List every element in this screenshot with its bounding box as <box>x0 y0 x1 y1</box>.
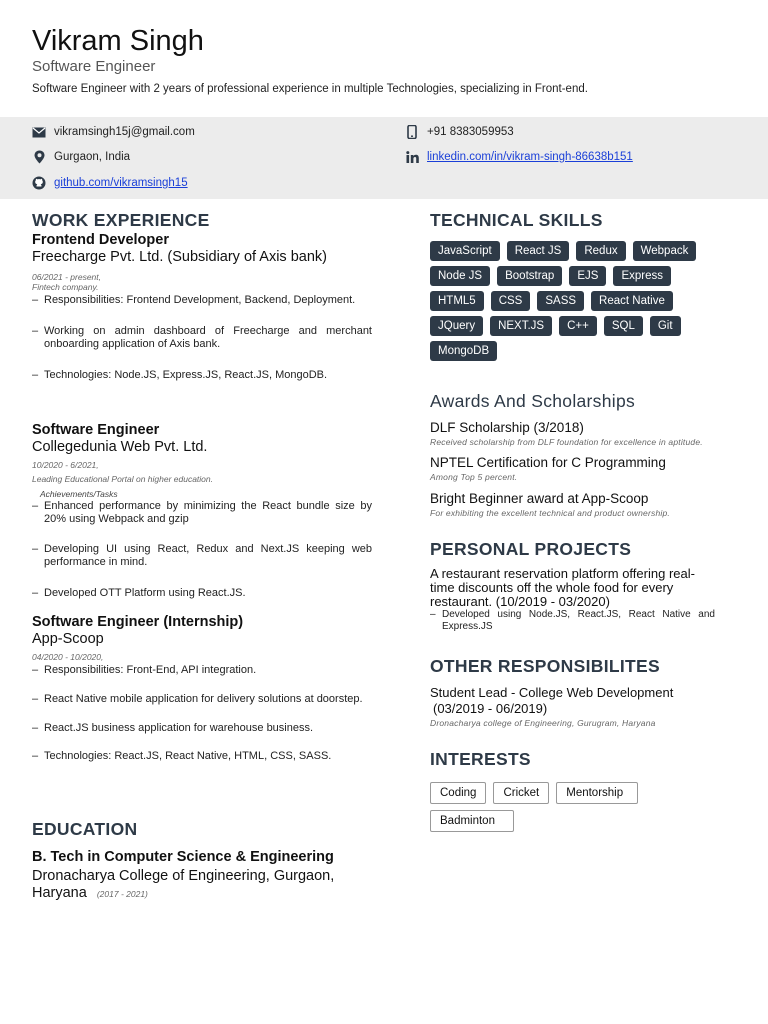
job-company: Freecharge Pvt. Ltd. (Subsidiary of Axis bank) <box>32 249 327 265</box>
job-bullet: – Developing UI using React, Redux and Next.JS keeping web performance in mind. <box>32 543 372 569</box>
skill-chip: Redux <box>576 241 625 261</box>
interest-tag: Coding <box>430 782 486 804</box>
skill-chip: JQuery <box>430 316 483 336</box>
job-bullet: – Responsibilities: Front-End, API integration. <box>32 664 372 677</box>
award-name: Bright Beginner award at App-Scoop <box>430 491 649 506</box>
job-date: 10/2020 - 6/2021, <box>32 460 99 470</box>
job-bullet: – Responsibilities: Frontend Development, Backend, Deployment. <box>32 294 372 307</box>
resume-header <box>32 24 732 97</box>
linkedin-link[interactable]: linkedin.com/in/vikram-singh-86638b151 <box>427 151 633 163</box>
job-entry <box>32 422 372 600</box>
skill-chip: Git <box>650 316 681 336</box>
job-company: Collegedunia Web Pvt. Ltd. <box>32 439 208 455</box>
skill-chip: C++ <box>559 316 597 336</box>
job-bullet: – React.JS business application for warehouse business. <box>32 722 372 735</box>
skill-chip: SQL <box>604 316 643 336</box>
award-description: Among Top 5 percent. <box>430 472 518 482</box>
personal-projects-heading: PERSONAL PROJECTS <box>430 539 632 559</box>
skill-chip: React JS <box>507 241 570 261</box>
skill-chip: Bootstrap <box>497 266 562 286</box>
job-role: Software Engineer (Internship) <box>32 614 244 630</box>
location-pin-icon <box>32 150 46 164</box>
contact-linkedin <box>405 149 633 165</box>
award-name: NPTEL Certification for C Programming <box>430 455 666 470</box>
candidate-title: Software Engineer <box>32 58 156 75</box>
responsibility-dates: (03/2019 - 06/2019) <box>433 701 548 716</box>
award-item <box>430 455 730 483</box>
responsibility-role: Student Lead - College Web Development <box>430 685 674 700</box>
github-icon <box>32 176 46 190</box>
interests-heading: INTERESTS <box>430 749 531 769</box>
job-description: Leading Educational Portal on higher education. <box>32 474 213 484</box>
linkedin-icon <box>405 150 419 164</box>
skill-chip: EJS <box>569 266 606 286</box>
job-company: App-Scoop <box>32 631 104 647</box>
skill-chip: Node JS <box>430 266 490 286</box>
education-section <box>32 819 372 902</box>
responsibility-org: Dronacharya college of Engineering, Gurugram, Haryana <box>430 718 656 728</box>
job-bullet: – Developed OTT Platform using React.JS. <box>32 587 372 600</box>
achievements-label: Achievements/Tasks <box>40 489 118 499</box>
other-responsibilities-heading: OTHER RESPONSIBILITES <box>430 656 660 676</box>
job-bullet: – Enhanced performance by minimizing the React bundle size by 20% using Webpack and gzip <box>32 500 372 526</box>
project-bullet: – Developed using Node.JS, React.JS, React Native and Express.JS <box>430 609 715 633</box>
skill-chip: Webpack <box>633 241 697 261</box>
phone-text: +91 8383059953 <box>427 126 514 138</box>
location-text: Gurgaon, India <box>54 151 131 163</box>
right-column <box>430 210 730 832</box>
interest-tag: Cricket <box>493 782 549 804</box>
skill-chip: Express <box>613 266 671 286</box>
job-bullet: – Technologies: Node.JS, Express.JS, React.JS, MongoDB. <box>32 369 372 382</box>
award-description: Received scholarship from DLF foundation for excellence in aptitude. <box>430 437 703 447</box>
job-bullet: – React Native mobile application for delivery solutions at doorstep. <box>32 693 372 706</box>
skill-chip: React Native <box>591 291 673 311</box>
job-entry <box>32 232 372 382</box>
award-item <box>430 491 730 519</box>
phone-icon <box>405 125 419 139</box>
college: Dronacharya College of Engineering, Gurgaon, <box>32 868 335 884</box>
contact-location <box>32 149 130 165</box>
job-description: Fintech company. <box>32 282 99 292</box>
skills-list <box>430 241 710 361</box>
summary-text: Software Engineer with 2 years of professional experience in multiple Technologies, specializing in Front-end. <box>32 83 588 95</box>
job-role: Software Engineer <box>32 422 160 438</box>
interest-tag: Badminton <box>430 810 514 832</box>
education-heading: EDUCATION <box>32 819 138 839</box>
email-text: vikramsingh15j@gmail.com <box>54 126 195 138</box>
skill-chip: CSS <box>491 291 531 311</box>
skill-chip: NEXT.JS <box>490 316 552 336</box>
college-state: Haryana <box>32 885 87 901</box>
technical-skills-heading: TECHNICAL SKILLS <box>430 210 603 230</box>
github-link[interactable]: github.com/vikramsingh15 <box>54 177 188 189</box>
skill-chip: SASS <box>537 291 584 311</box>
left-column <box>32 210 372 902</box>
envelope-icon <box>32 125 46 139</box>
degree: B. Tech in Computer Science & Engineering <box>32 849 334 865</box>
skill-chip: HTML5 <box>430 291 484 311</box>
candidate-name: Vikram Singh <box>32 25 204 57</box>
skill-chip: MongoDB <box>430 341 497 361</box>
interest-tag: Mentorship <box>556 782 638 804</box>
awards-heading: Awards And Scholarships <box>430 391 636 411</box>
job-entry <box>32 614 372 763</box>
interests-list <box>430 782 660 832</box>
contact-email <box>32 124 195 140</box>
award-name: DLF Scholarship (3/2018) <box>430 420 584 435</box>
contact-phone <box>405 124 514 140</box>
project-description: A restaurant reservation platform offering real-time discounts off the whole food for every restaurant. (10/2019 - 03/2020) <box>430 566 695 609</box>
award-item <box>430 420 730 448</box>
job-date: 04/2020 - 10/2020, <box>32 652 104 662</box>
skill-chip: JavaScript <box>430 241 500 261</box>
education-years: (2017 - 2021) <box>96 889 148 899</box>
college-state-line <box>32 885 372 902</box>
job-role: Frontend Developer <box>32 232 169 248</box>
job-bullet: – Working on admin dashboard of Freecharge and merchant onboarding application of Axis bank. <box>32 325 372 351</box>
contact-github <box>32 175 188 191</box>
award-description: For exhibiting the excellent technical and product ownership. <box>430 508 670 518</box>
job-bullet: – Technologies: React.JS, React Native, HTML, CSS, SASS. <box>32 750 372 763</box>
work-experience-heading: WORK EXPERIENCE <box>32 210 210 230</box>
job-date: 06/2021 - present, <box>32 272 101 282</box>
